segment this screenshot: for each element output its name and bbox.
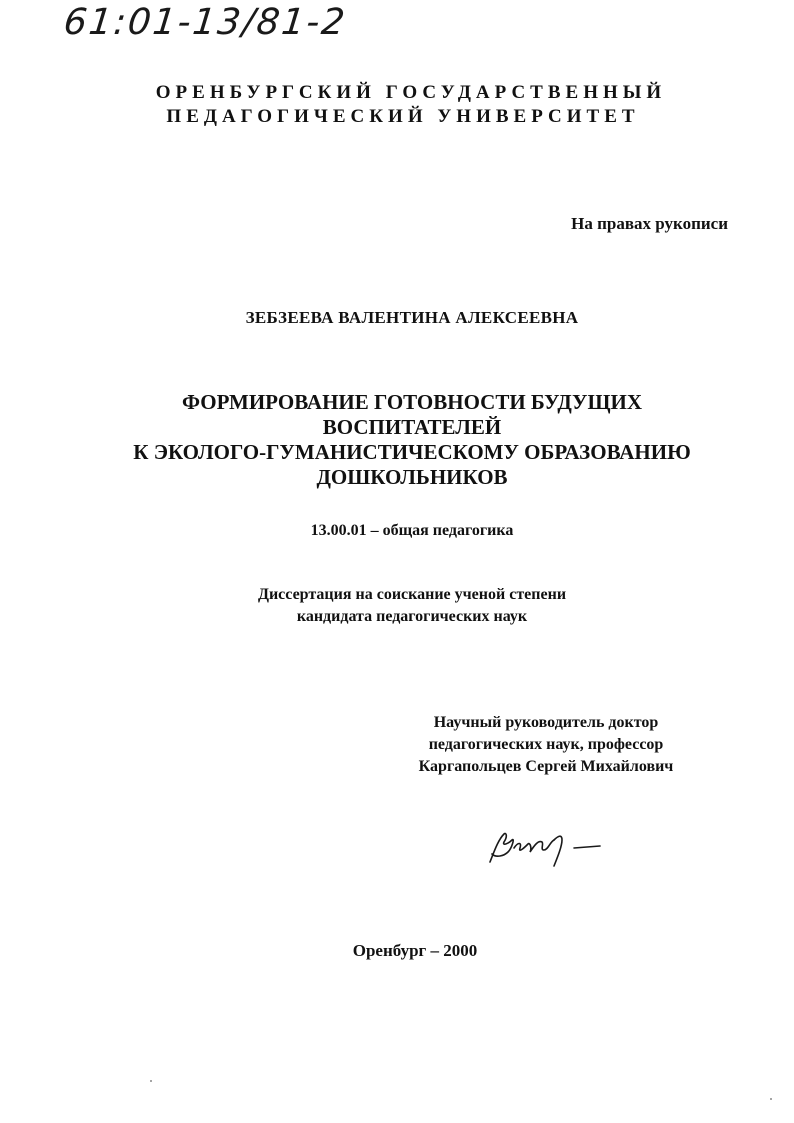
title-line-1: ФОРМИРОВАНИЕ ГОТОВНОСТИ БУДУЩИХ bbox=[181, 390, 643, 414]
supervisor-line-3: Каргапольцев Сергей Михайлович bbox=[418, 758, 674, 775]
supervisor-line-2: педагогических наук, профессор bbox=[428, 736, 664, 753]
manuscript-rights-note: На правах рукописи bbox=[571, 214, 728, 233]
university-name-line1: ОРЕНБУРГСКИЙ ГОСУДАРСТВЕННЫЙ bbox=[155, 82, 667, 103]
specialty-code: 13.00.01 – общая педагогика bbox=[310, 522, 514, 539]
author-name: ЗЕБЗЕЕВА ВАЛЕНТИНА АЛЕКСЕЕВНА bbox=[245, 308, 579, 327]
title-line-4: ДОШКОЛЬНИКОВ bbox=[316, 465, 508, 489]
degree-statement bbox=[0, 584, 794, 628]
title-line-2: ВОСПИТАТЕЛЕЙ bbox=[322, 415, 502, 439]
signature-icon bbox=[482, 822, 612, 872]
degree-line-2: кандидата педагогических наук bbox=[296, 608, 528, 625]
scan-speck bbox=[770, 1098, 772, 1100]
city-and-year: Оренбург – 2000 bbox=[352, 941, 478, 960]
title-line-3: К ЭКОЛОГО-ГУМАНИСТИЧЕСКОМУ ОБРАЗОВАНИЮ bbox=[133, 440, 691, 464]
degree-line-1: Диссертация на соискание ученой степени bbox=[257, 586, 567, 603]
dissertation-title bbox=[0, 390, 794, 490]
scan-speck bbox=[150, 1080, 152, 1082]
supervisor-block bbox=[396, 712, 696, 778]
archive-code-handwritten: 61:01-13/81-2 bbox=[61, 2, 349, 43]
university-name-line2: ПЕДАГОГИЧЕСКИЙ УНИВЕРСИТЕТ bbox=[166, 106, 640, 127]
supervisor-line-1: Научный руководитель доктор bbox=[433, 714, 659, 731]
